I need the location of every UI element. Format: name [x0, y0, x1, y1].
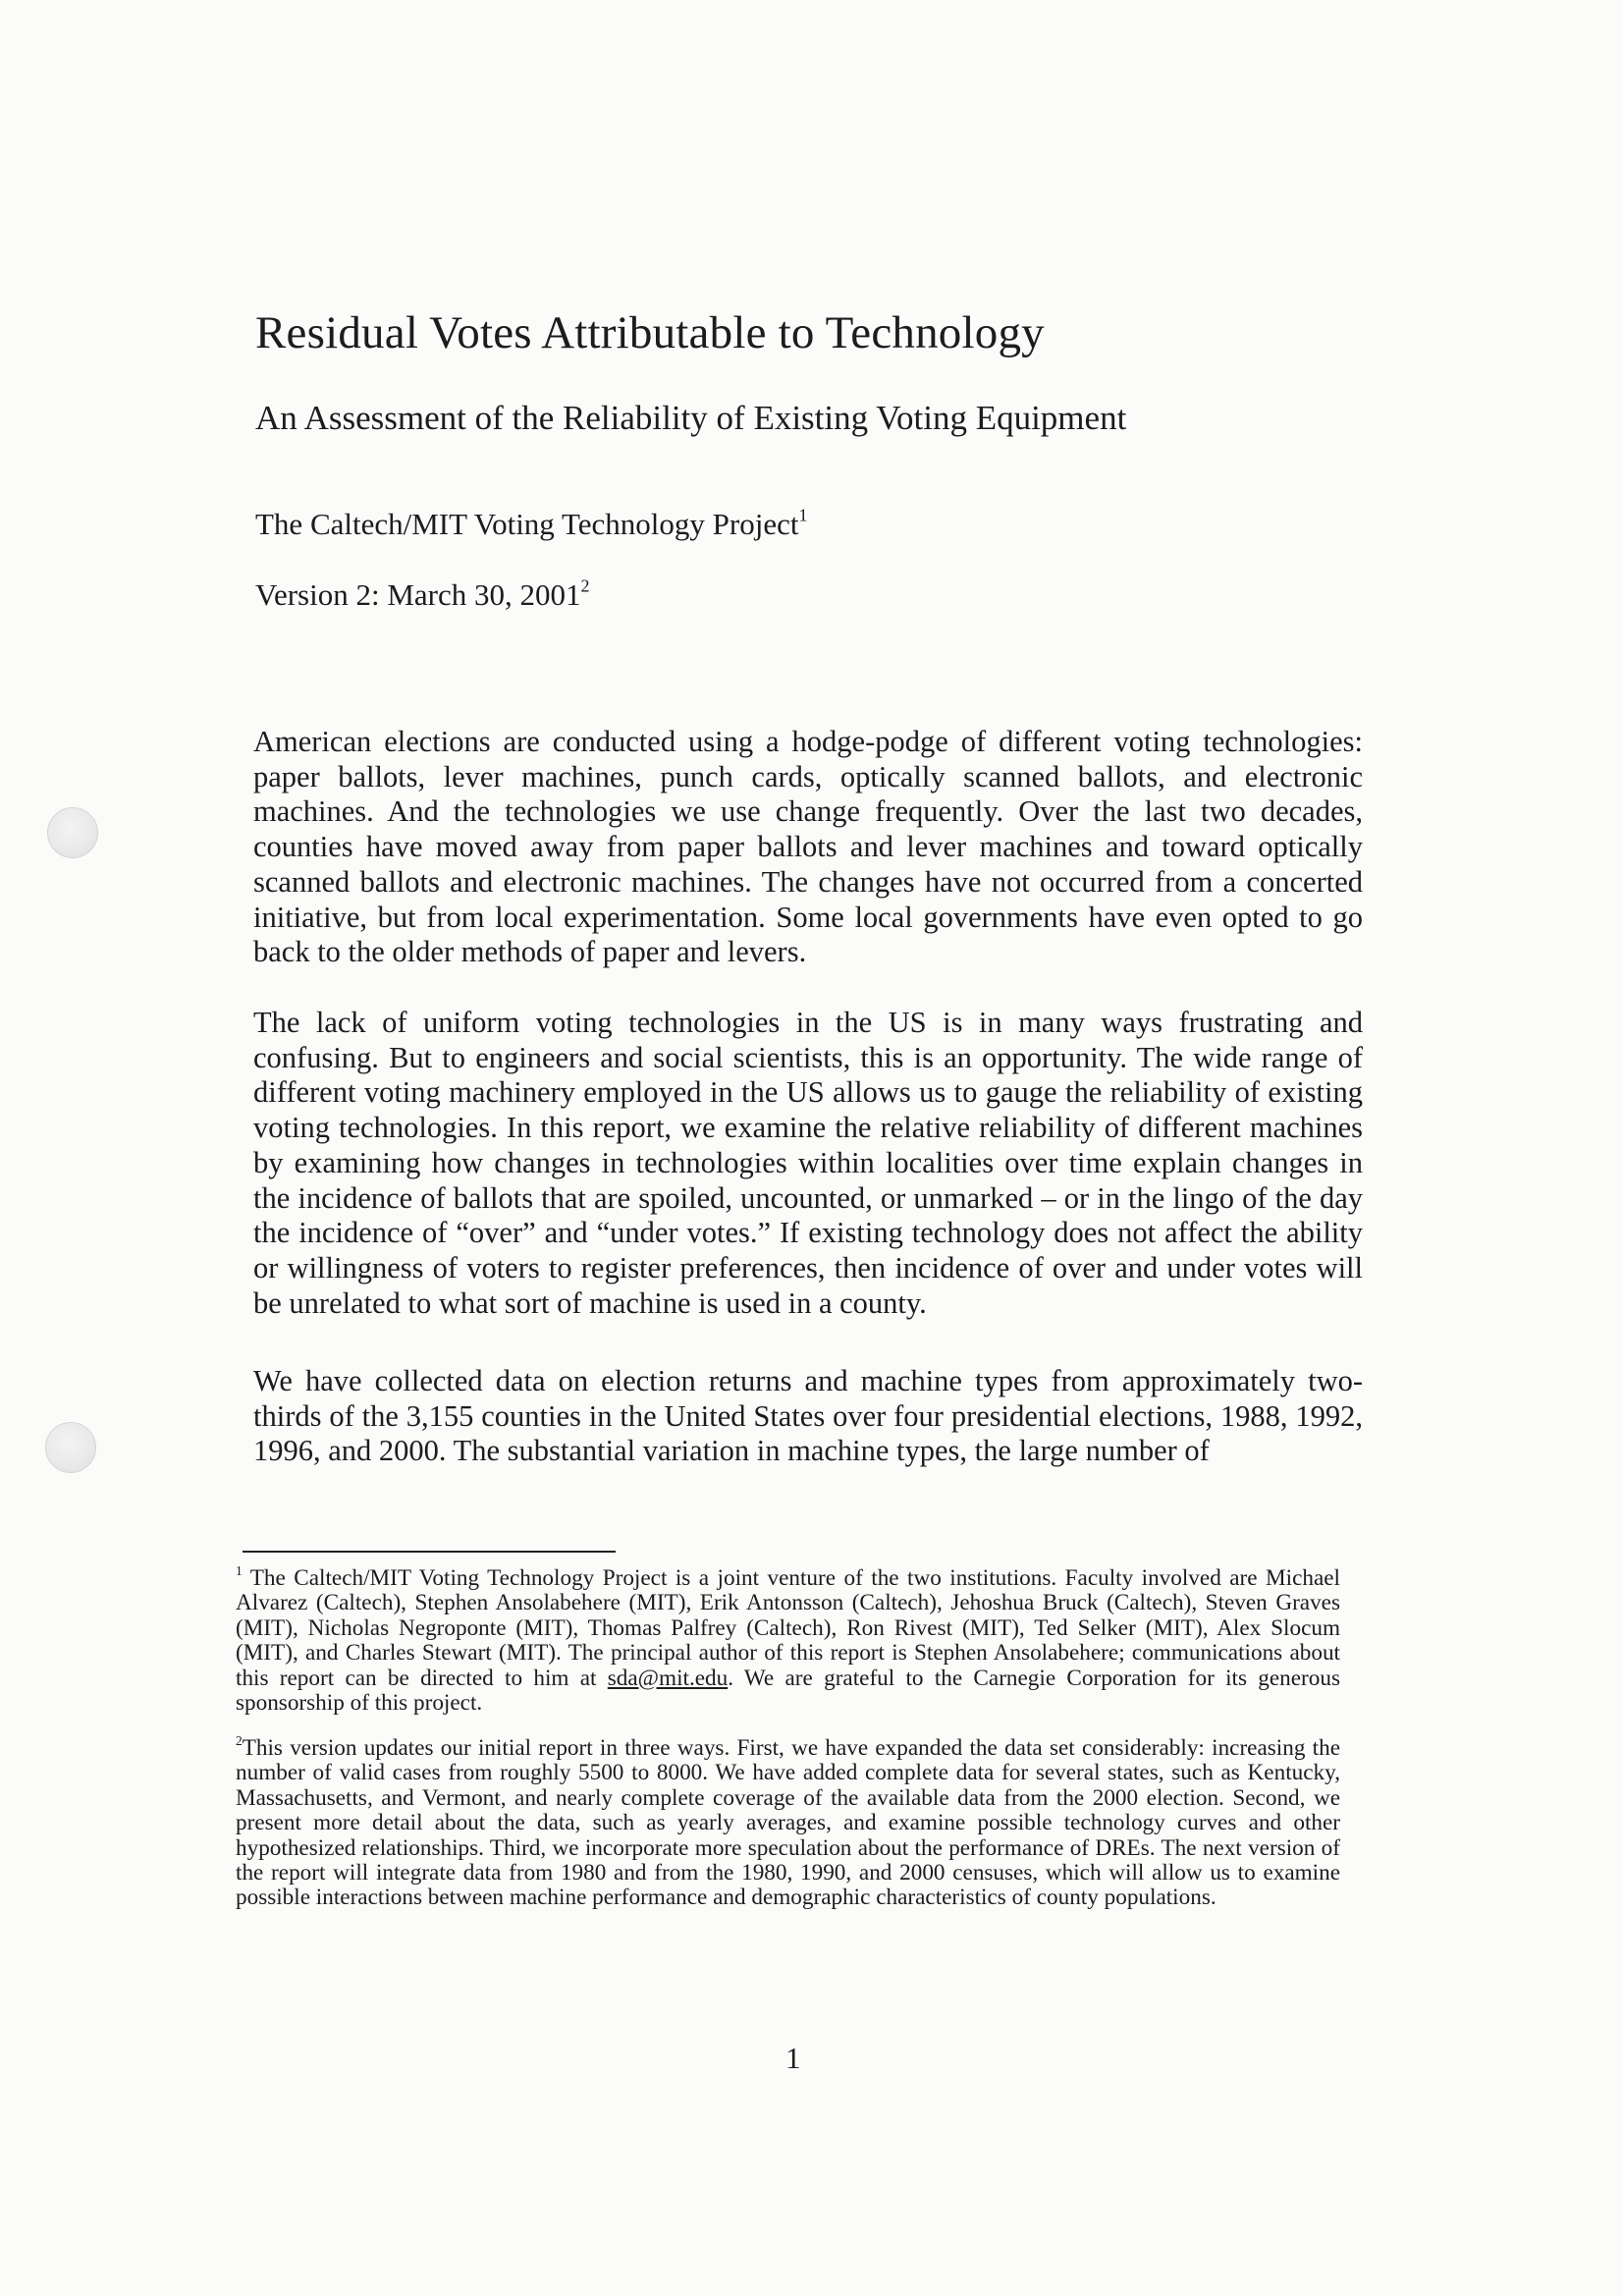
body-paragraph: American elections are conducted using a hodge-podge of different voting technologies: paper ballots, lever machines, punch cards, optically scanned ballots, and electronic machines. And the technologies we use change frequently. Over the last two decades, counties have moved away from paper ballots and lever machines and toward optically scanned ballots and electronic machines. The changes have not occurred from a concerted initiative, but from local experimentation. Some local governments have even opted to go back to the older methods of paper and levers. [253, 725, 1363, 969]
footnote-ref-2[interactable]: 2 [580, 575, 590, 596]
document-subtitle: An Assessment of the Reliability of Existing Voting Equipment [255, 399, 1127, 437]
footnote-1-text-end: . We are grateful to the Carnegie Corporation for its generous sponsorship of this project. [236, 1665, 1340, 1717]
document-title: Residual Votes Attributable to Technology [255, 307, 1045, 358]
body-paragraph: We have collected data on election returns and machine types from approximately two-thirds of the 3,155 counties in the United States over four presidential elections, 1988, 1992, 1996, and 2000. The substantial variation in machine types, the large number of [253, 1364, 1363, 1468]
binder-hole-mark [45, 1422, 96, 1473]
binder-hole-mark [47, 807, 98, 858]
footnote-1-number: 1 [236, 1562, 243, 1578]
footnote-separator [243, 1551, 616, 1553]
project-name: The Caltech/MIT Voting Technology Project [255, 507, 799, 541]
version-line [255, 577, 589, 613]
body-paragraph: The lack of uniform voting technologies in the US is in many ways frustrating and confusing. But to engineers and social scientists, this is an opportunity. The wide range of different voting machinery employed in the US allows us to gauge the reliability of existing voting technologies. In this report, we examine the relative reliability of different machines by examining how changes in technologies within localities over time explain changes in the incidence of ballots that are spoiled, uncounted, or unmarked – or in the lingo of the day the incidence of “over” and “under votes.” If existing technology does not affect the ability or willingness of voters to register preferences, then incidence of over and under votes will be unrelated to what sort of machine is used in a county. [253, 1006, 1363, 1320]
page-number: 1 [785, 2041, 801, 2075]
footnote-2 [236, 1732, 1340, 1911]
project-line [255, 507, 807, 542]
version-date: Version 2: March 30, 2001 [255, 577, 581, 612]
footnote-1 [236, 1562, 1340, 1717]
email-link[interactable]: sda@mit.edu [607, 1665, 729, 1691]
footnote-2-number: 2 [236, 1732, 243, 1748]
footnote-2-text: This version updates our initial report in three ways. First, we have expanded the data set considerably: increasing the number of valid cases from roughly 5500 to 8000. We have added complete data for several states, such as Kentucky, Massachusetts, and Vermont, and nearly complete coverage of the available data from the 2000 election. Second, we present more detail about the data, such as yearly averages, and examine possible technology curves and other hypothesized relationships. Third, we incorporate more speculation about the performance of DREs. The next version of the report will integrate data from 1980 and from the 1980, 1990, and 2000 censuses, which will allow us to examine possible interactions between machine performance and demographic characteristics of county populations. [236, 1735, 1340, 1911]
footnote-1-text: The Caltech/MIT Voting Technology Project is a joint venture of the two institutions. Faculty involved are Michael Alvarez (Caltech), Stephen Ansolabehere (MIT), Erik Antonsson (Caltech), Jehoshua Bruck (Caltech), Steven Graves (MIT), Nicholas Negroponte (MIT), Thomas Palfrey (Caltech), Ron Rivest (MIT), Ted Selker (MIT), Alex Slocum (MIT), and Charles Stewart (MIT). The principal author of this report is Stephen Ansolabehere; communications about this report can be directed to him at [236, 1565, 1340, 1691]
footnote-ref-1[interactable]: 1 [798, 505, 808, 525]
